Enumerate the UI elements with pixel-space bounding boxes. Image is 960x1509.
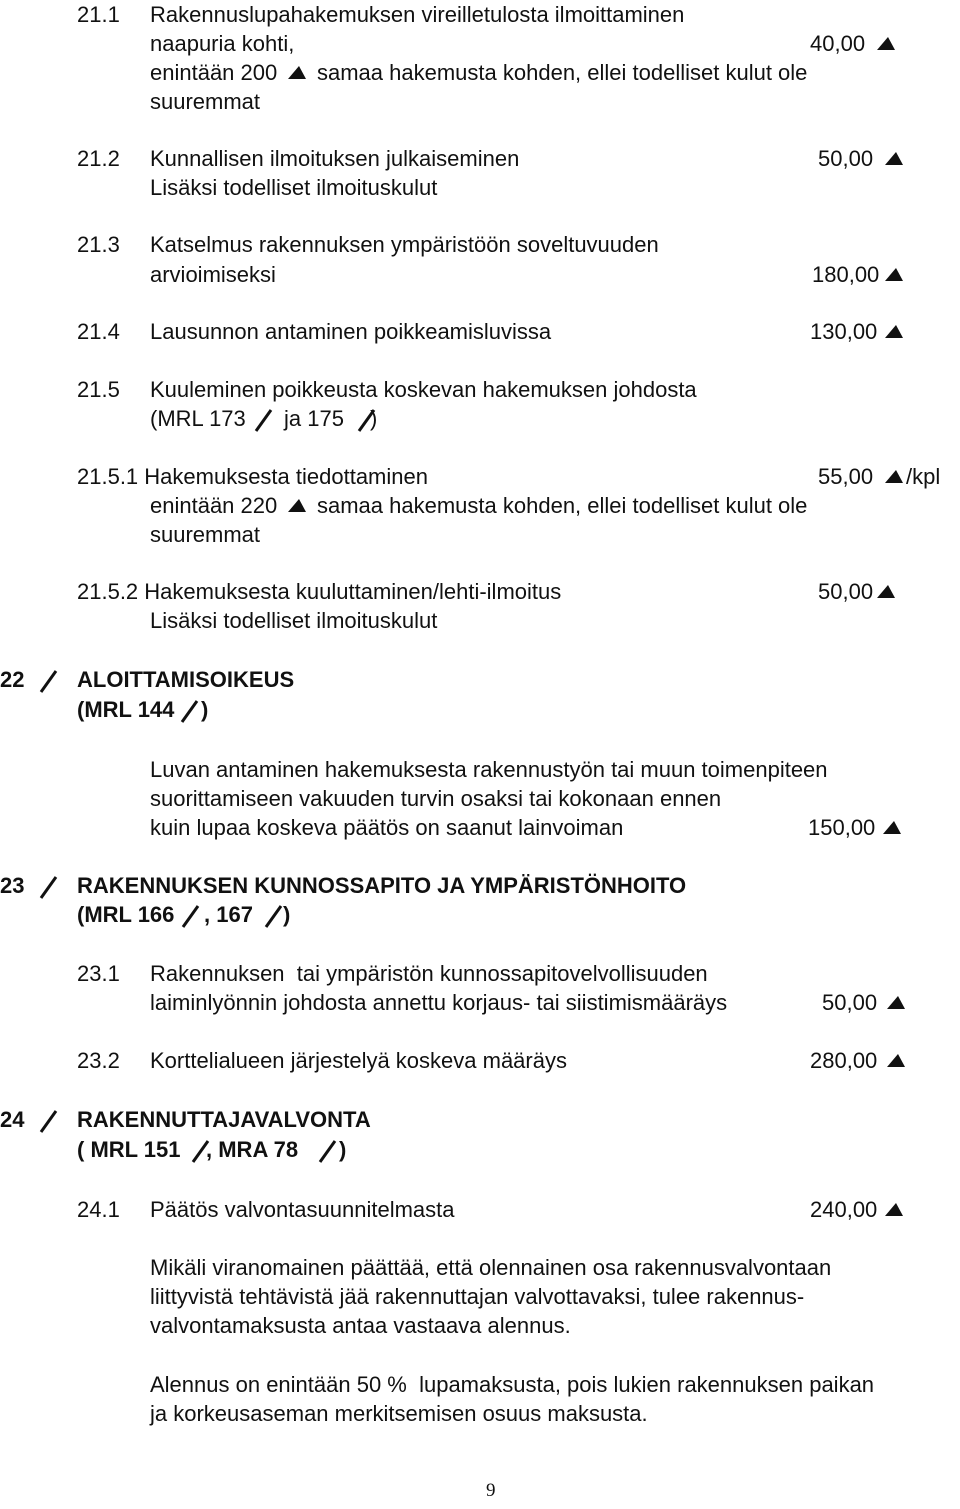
item-text: arvioimiseksi [150,262,276,287]
item-number: 23.2 [77,1048,120,1073]
section-sign-icon [179,700,201,724]
price: 50,00 [818,579,874,604]
paragraph-line: liittyvistä tehtävistä jää rakennuttajan valvottavaksi, tulee rakennus- [150,1284,805,1309]
page-number: 9 [486,1480,496,1501]
item-text: naapuria kohti, [150,31,295,56]
price: 40,00 [810,31,866,56]
item-text: suorittamiseen vakuuden turvin osaksi tai kokonaan ennen [150,786,722,811]
item-number: 21.4 [77,319,120,344]
item-text: suuremmat [150,89,261,114]
item-text: ) [370,406,378,431]
section-reference: , MRA 78 [206,1137,299,1162]
section-title: ALOITTAMISOIKEUS [77,667,295,692]
item-text: Kunnallisen ilmoituksen julkaiseminen [150,146,520,171]
item-number: 24.1 [77,1197,120,1222]
section-sign-icon [253,409,275,433]
section-sign-icon [38,1110,60,1134]
section-sign-icon [263,905,285,929]
item-text: Luvan antaminen hakemuksesta rakennustyön tai muun toimenpiteen [150,757,828,782]
item-text: suuremmat [150,522,261,547]
item-text: Rakennuslupahakemuksen vireilletulosta ilmoittaminen [150,2,685,27]
price: 280,00 [810,1048,878,1073]
section-reference: ( MRL 151 [77,1137,181,1162]
section-sign-icon [180,905,202,929]
item-text: samaa hakemusta kohden, ellei todelliset kulut ole [317,493,808,518]
price-unit: /kpl [906,464,941,489]
price: 50,00 [822,990,878,1015]
price: 150,00 [808,815,876,840]
section-reference: ) [201,697,209,722]
euro-icon [285,64,307,84]
euro-icon [874,583,896,603]
item-text: 21.5.2 Hakemuksesta kuuluttaminen/lehti-ilmoitus [77,579,562,604]
price: 130,00 [810,319,878,344]
item-number: 21.1 [77,2,120,27]
section-reference: (MRL 166 [77,902,175,927]
item-text: 21.5.1 Hakemuksesta tiedottaminen [77,464,428,489]
paragraph-line: ja korkeusaseman merkitsemisen osuus maksusta. [150,1401,648,1426]
euro-icon [880,819,902,839]
item-text: Rakennuksen tai ympäristön kunnossapitovelvollisuuden [150,961,708,986]
price: 180,00 [812,262,880,287]
euro-icon [882,1201,904,1221]
euro-icon [285,497,307,517]
item-text: Lisäksi todelliset ilmoituskulut [150,175,438,200]
section-sign-icon [38,670,60,694]
euro-icon [882,150,904,170]
section-title: RAKENNUKSEN KUNNOSSAPITO JA YMPÄRISTÖNHOITO [77,873,687,898]
item-text: Lausunnon antaminen poikkeamisluvissa [150,319,552,344]
item-text: (MRL 173 [150,406,246,431]
item-number: 21.2 [77,146,120,171]
item-text: Lisäksi todelliset ilmoituskulut [150,608,438,633]
item-text: Katselmus rakennuksen ympäristöön soveltuvuuden [150,232,659,257]
section-reference: ) [283,902,291,927]
paragraph-line: Alennus on enintään 50 % lupamaksusta, pois lukien rakennuksen paikan [150,1372,875,1397]
section-number: 23 [0,873,25,898]
item-text: ja 175 [284,406,344,431]
euro-icon [884,1052,906,1072]
section-sign-icon [38,876,60,900]
price: 240,00 [810,1197,878,1222]
item-text: kuin lupaa koskeva päätös on saanut lainvoiman [150,815,624,840]
item-number: 23.1 [77,961,120,986]
price: 55,00 [818,464,874,489]
item-number: 21.3 [77,232,120,257]
euro-icon [882,266,904,286]
paragraph-line: Mikäli viranomainen päättää, että olennainen osa rakennusvalvontaan [150,1255,832,1280]
price: 50,00 [818,146,874,171]
euro-icon [882,468,904,488]
euro-icon [882,323,904,343]
item-text: laiminlyönnin johdosta annettu korjaus- tai siistimismääräys [150,990,728,1015]
section-title: RAKENNUTTAJAVALVONTA [77,1107,371,1132]
item-text: enintään 200 [150,60,278,85]
item-text: enintään 220 [150,493,278,518]
item-number: 21.5 [77,377,120,402]
section-reference: ) [339,1137,347,1162]
item-text: Korttelialueen järjestelyä koskeva määräys [150,1048,567,1073]
item-text: Päätös valvontasuunnitelmasta [150,1197,455,1222]
section-number: 22 [0,667,25,692]
item-text: Kuuleminen poikkeusta koskevan hakemuksen johdosta [150,377,697,402]
section-sign-icon [317,1140,339,1164]
section-reference: , 167 [204,902,253,927]
section-reference: (MRL 144 [77,697,175,722]
paragraph-line: valvontamaksusta antaa vastaava alennus. [150,1313,571,1338]
section-number: 24 [0,1107,25,1132]
item-text: samaa hakemusta kohden, ellei todelliset kulut ole [317,60,808,85]
euro-icon [874,35,896,55]
euro-icon [884,994,906,1014]
